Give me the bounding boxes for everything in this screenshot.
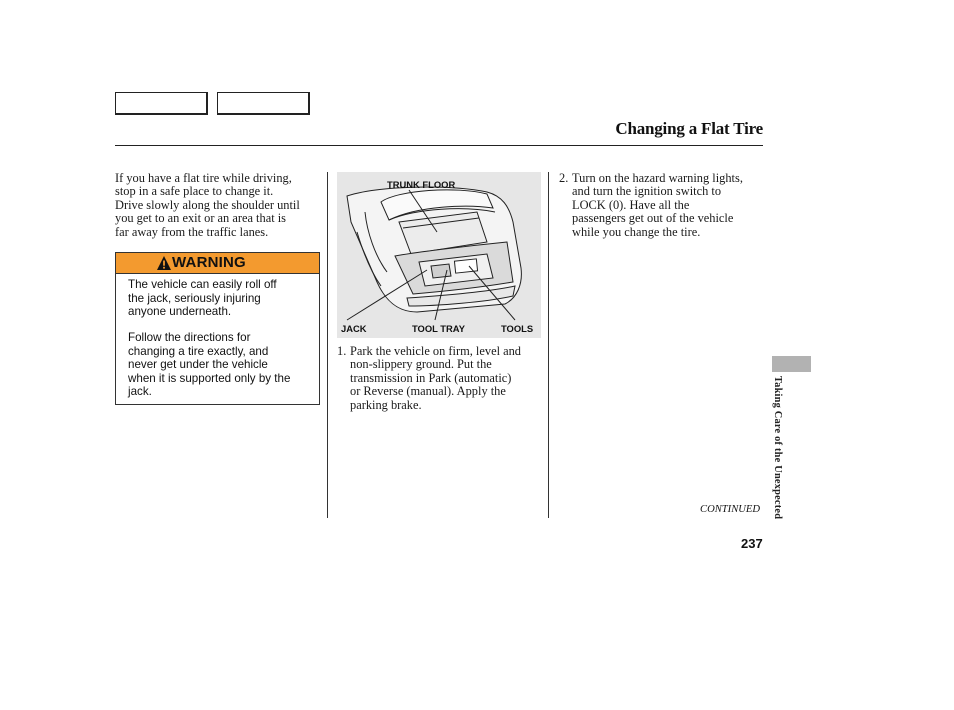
- intro-paragraph: [115, 172, 325, 239]
- warning-line: The vehicle can easily roll off: [128, 278, 277, 291]
- intro-line: If you have a flat tire while driving,: [115, 171, 292, 185]
- warning-line: Follow the directions for: [128, 331, 251, 344]
- nav-box-right[interactable]: [217, 92, 310, 115]
- page-number: 237: [741, 536, 763, 551]
- step-line: LOCK (0). Have all the: [572, 197, 690, 212]
- intro-line: you get to an exit or an area that is: [115, 211, 287, 226]
- caption-trunk-floor: TRUNK FLOOR: [387, 179, 456, 190]
- caption-jack: JACK: [341, 323, 367, 334]
- title-rule: [115, 145, 763, 146]
- section-tab-text: Taking Care of the Unexpected: [772, 376, 783, 520]
- step-number: 1.: [337, 344, 347, 358]
- warning-label: WARNING: [172, 254, 246, 271]
- nav-box-left[interactable]: [115, 92, 208, 115]
- step-line: Park the vehicle on firm, level and: [350, 344, 522, 358]
- warning-paragraph-1: [128, 278, 318, 319]
- warning-line: changing a tire exactly, and: [128, 344, 269, 358]
- continued-label: CONTINUED: [700, 504, 761, 515]
- warning-line: never get under the vehicle: [128, 358, 268, 372]
- trunk-drawing: [337, 172, 541, 338]
- warning-line: jack.: [128, 385, 152, 399]
- warning-line: the jack, seriously injuring: [128, 291, 261, 305]
- step-line: while you change the tire.: [572, 224, 701, 239]
- warning-box: [115, 252, 320, 405]
- intro-line: far away from the traffic lanes.: [115, 224, 269, 239]
- warning-paragraph-2: [128, 331, 318, 399]
- warning-header: [116, 253, 319, 274]
- section-tab[interactable]: [772, 356, 811, 372]
- intro-line: Drive slowly along the shoulder until: [115, 197, 300, 212]
- step-line: and turn the ignition switch to: [572, 184, 722, 199]
- warning-triangle-icon: [156, 255, 172, 271]
- step-line: passengers get out of the vehicle: [572, 211, 734, 226]
- trunk-illustration: [337, 172, 541, 338]
- caption-tools: TOOLS: [501, 323, 534, 334]
- step-number: 2.: [559, 171, 569, 185]
- page-title: Changing a Flat Tire: [615, 119, 763, 138]
- warning-line: when it is supported only by the: [128, 371, 291, 385]
- step-line: non-slippery ground. Put the: [350, 357, 492, 372]
- step-line: or Reverse (manual). Apply the: [350, 384, 506, 399]
- intro-line: stop in a safe place to change it.: [115, 184, 274, 199]
- warning-line: anyone underneath.: [128, 305, 232, 319]
- step-line: transmission in Park (automatic): [350, 370, 512, 385]
- step-line: Turn on the hazard warning lights,: [572, 171, 743, 185]
- caption-tool-tray: TOOL TRAY: [412, 323, 465, 334]
- step-line: parking brake.: [350, 397, 422, 412]
- column-divider-1: [327, 172, 328, 518]
- section-tab-label: [771, 376, 785, 536]
